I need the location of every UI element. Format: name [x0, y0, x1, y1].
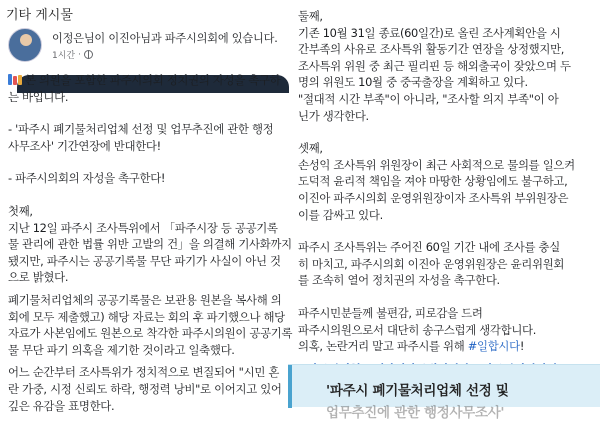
section-title: 기타 게시물	[6, 8, 73, 23]
paragraph: - 파주시의회의 자성을 촉구한다!	[8, 171, 166, 186]
preview-accent-bar	[288, 365, 292, 408]
post-body-left	[8, 72, 293, 414]
books-icon	[8, 74, 22, 85]
meta-separator: ·	[78, 49, 81, 60]
avatar[interactable]	[8, 28, 42, 62]
author-line[interactable]: 이정은님이 이진아님과 파주시의회에 있습니다.	[52, 32, 278, 45]
paragraph: 첫째,	[8, 203, 33, 218]
paragraph: 폐기물처리업체의 공공기록물은 보관용 원본을 복사해 의 회에 모두 제출했고) 해당 자료는 회의 후 파기했으나 해당 자료가 사본임에도 원본으로 착각한 파주시의원이 공공기록 물 무단 파기 의혹을 제기한 것이라고 일축했다.	[8, 292, 293, 357]
preview-title: '파주시 폐기물처리업체 선정 및	[326, 383, 509, 399]
link-preview-card[interactable]	[288, 364, 600, 421]
hashtag-link[interactable]: #일합시다	[467, 339, 520, 354]
post-meta	[52, 48, 93, 61]
paragraph: 파주시민분들께 불편감, 피로감을 드려 파주시의원으로서 대단히 송구스럽게 생각합니다. 의혹, 논란거리 말고 파주시를 위해 #일합시다!	[298, 305, 598, 355]
paragraph: 파주시 조사특위는 주어진 60일 기간 내에 조사를 충실 히 마치고, 파주시의회 이진아 운영위원장은 윤리위원회 를 조속히 열어 정치권의 자성을 촉구한다.	[298, 240, 565, 288]
paragraph: 기존 10월 31일 종료(60일간)로 올린 조사계획안을 시 간부족의 사유로 조사특위 활동기간 연장을 상정했지만, 조사특위 위원 중 최근 필리핀 등 해외출국이 잦았으며 두 명의 위원도 10월 중 중국출장을 계획하고 있다. "절대적 시간 부족"이 아니라, "조사할 의지 부족"이 아 닌가 생각한다.	[298, 25, 571, 123]
post-body-right: 둘째, 기존 10월 31일 종료(60일간)로 올린 조사계획안을 시 간부족의 사유로 조사특위 활동기간 연장을 상정했지만, 조사특위 위원 중 최근 필리핀 등 해외출국이 잦았으며 두 명의 위원도 10월 중 중국출장을 계획하고 있다. "절대적 시간 부족"이 아니라, "조사할 의지 부족"이 아 닌가 생각한다. 셋째, 손성익 조사특위 위원장이 최근 사회적으로 물의를 일으켜 도덕적 윤리적 책임을 져야 마땅한 상황임에도 불구하고, 이진아 파주시의회 운영위원장이자 조사특위 부위원장은 이를 감싸고 있다. 파주시 조사특위는 주어진 60일 기간 내에 조사를 충실 히 마치고, 파주시의회 이진아 운영위원장은 윤리위원회 를 조속히 열어 정치권의 자성을 촉구한다. 파주시민분들께 불편감, 피로감을 드려 파주시의원으로서 대단히 송구스럽게 생각합니다. 의혹, 논란거리 말고 파주시를 위해 #일합시다!	[298, 8, 598, 377]
paragraph: - '파주시 폐기물처리업체 선정 및 업무추진에 관한 행정 사무조사' 기간연장에 반대한다!	[8, 122, 274, 153]
post-right-column	[288, 0, 600, 421]
paragraph: 손성익 조사특위 위원장이 최근 사회적으로 물의를 일으켜 도덕적 윤리적 책임을 져야 마땅한 상황임에도 불구하고, 이진아 파주시의회 운영위원장이자 조사특위 부위원장은 이를 감싸고 있다.	[298, 157, 575, 222]
post-time[interactable]: 1시간	[52, 51, 76, 61]
post-left-column	[0, 26, 293, 413]
paragraph: 지난 12일 파주시 조사특위에서 「파주시장 등 공공기록 물 관리에 관한 법률 위반 고발의 건」을 의결해 기사화까지 됐지만, 파주시는 공공기록물 무단 파기가 사실이 아닌 것 으로 밝혔다.	[8, 220, 292, 285]
closing-line: 의혹, 논란거리 말고 파주시를 위해 #일합시다!	[298, 339, 525, 354]
post-header	[8, 28, 278, 62]
paragraph: 본 의원을 포함한 파주시의회 정치권의 자성을 촉구하 는 바입니다.	[8, 73, 281, 104]
preview-title-line2: 업무추진에 관한 행정사무조사'	[326, 405, 505, 421]
paragraph: 어느 순간부터 조사특위가 정치적으로 변질되어 "시민 혼 란 가중, 시정 신뢰도 하락, 행정력 낭비"로 이어지고 있어 깊은 유감을 표명한다.	[8, 365, 282, 413]
globe-icon	[84, 50, 93, 59]
